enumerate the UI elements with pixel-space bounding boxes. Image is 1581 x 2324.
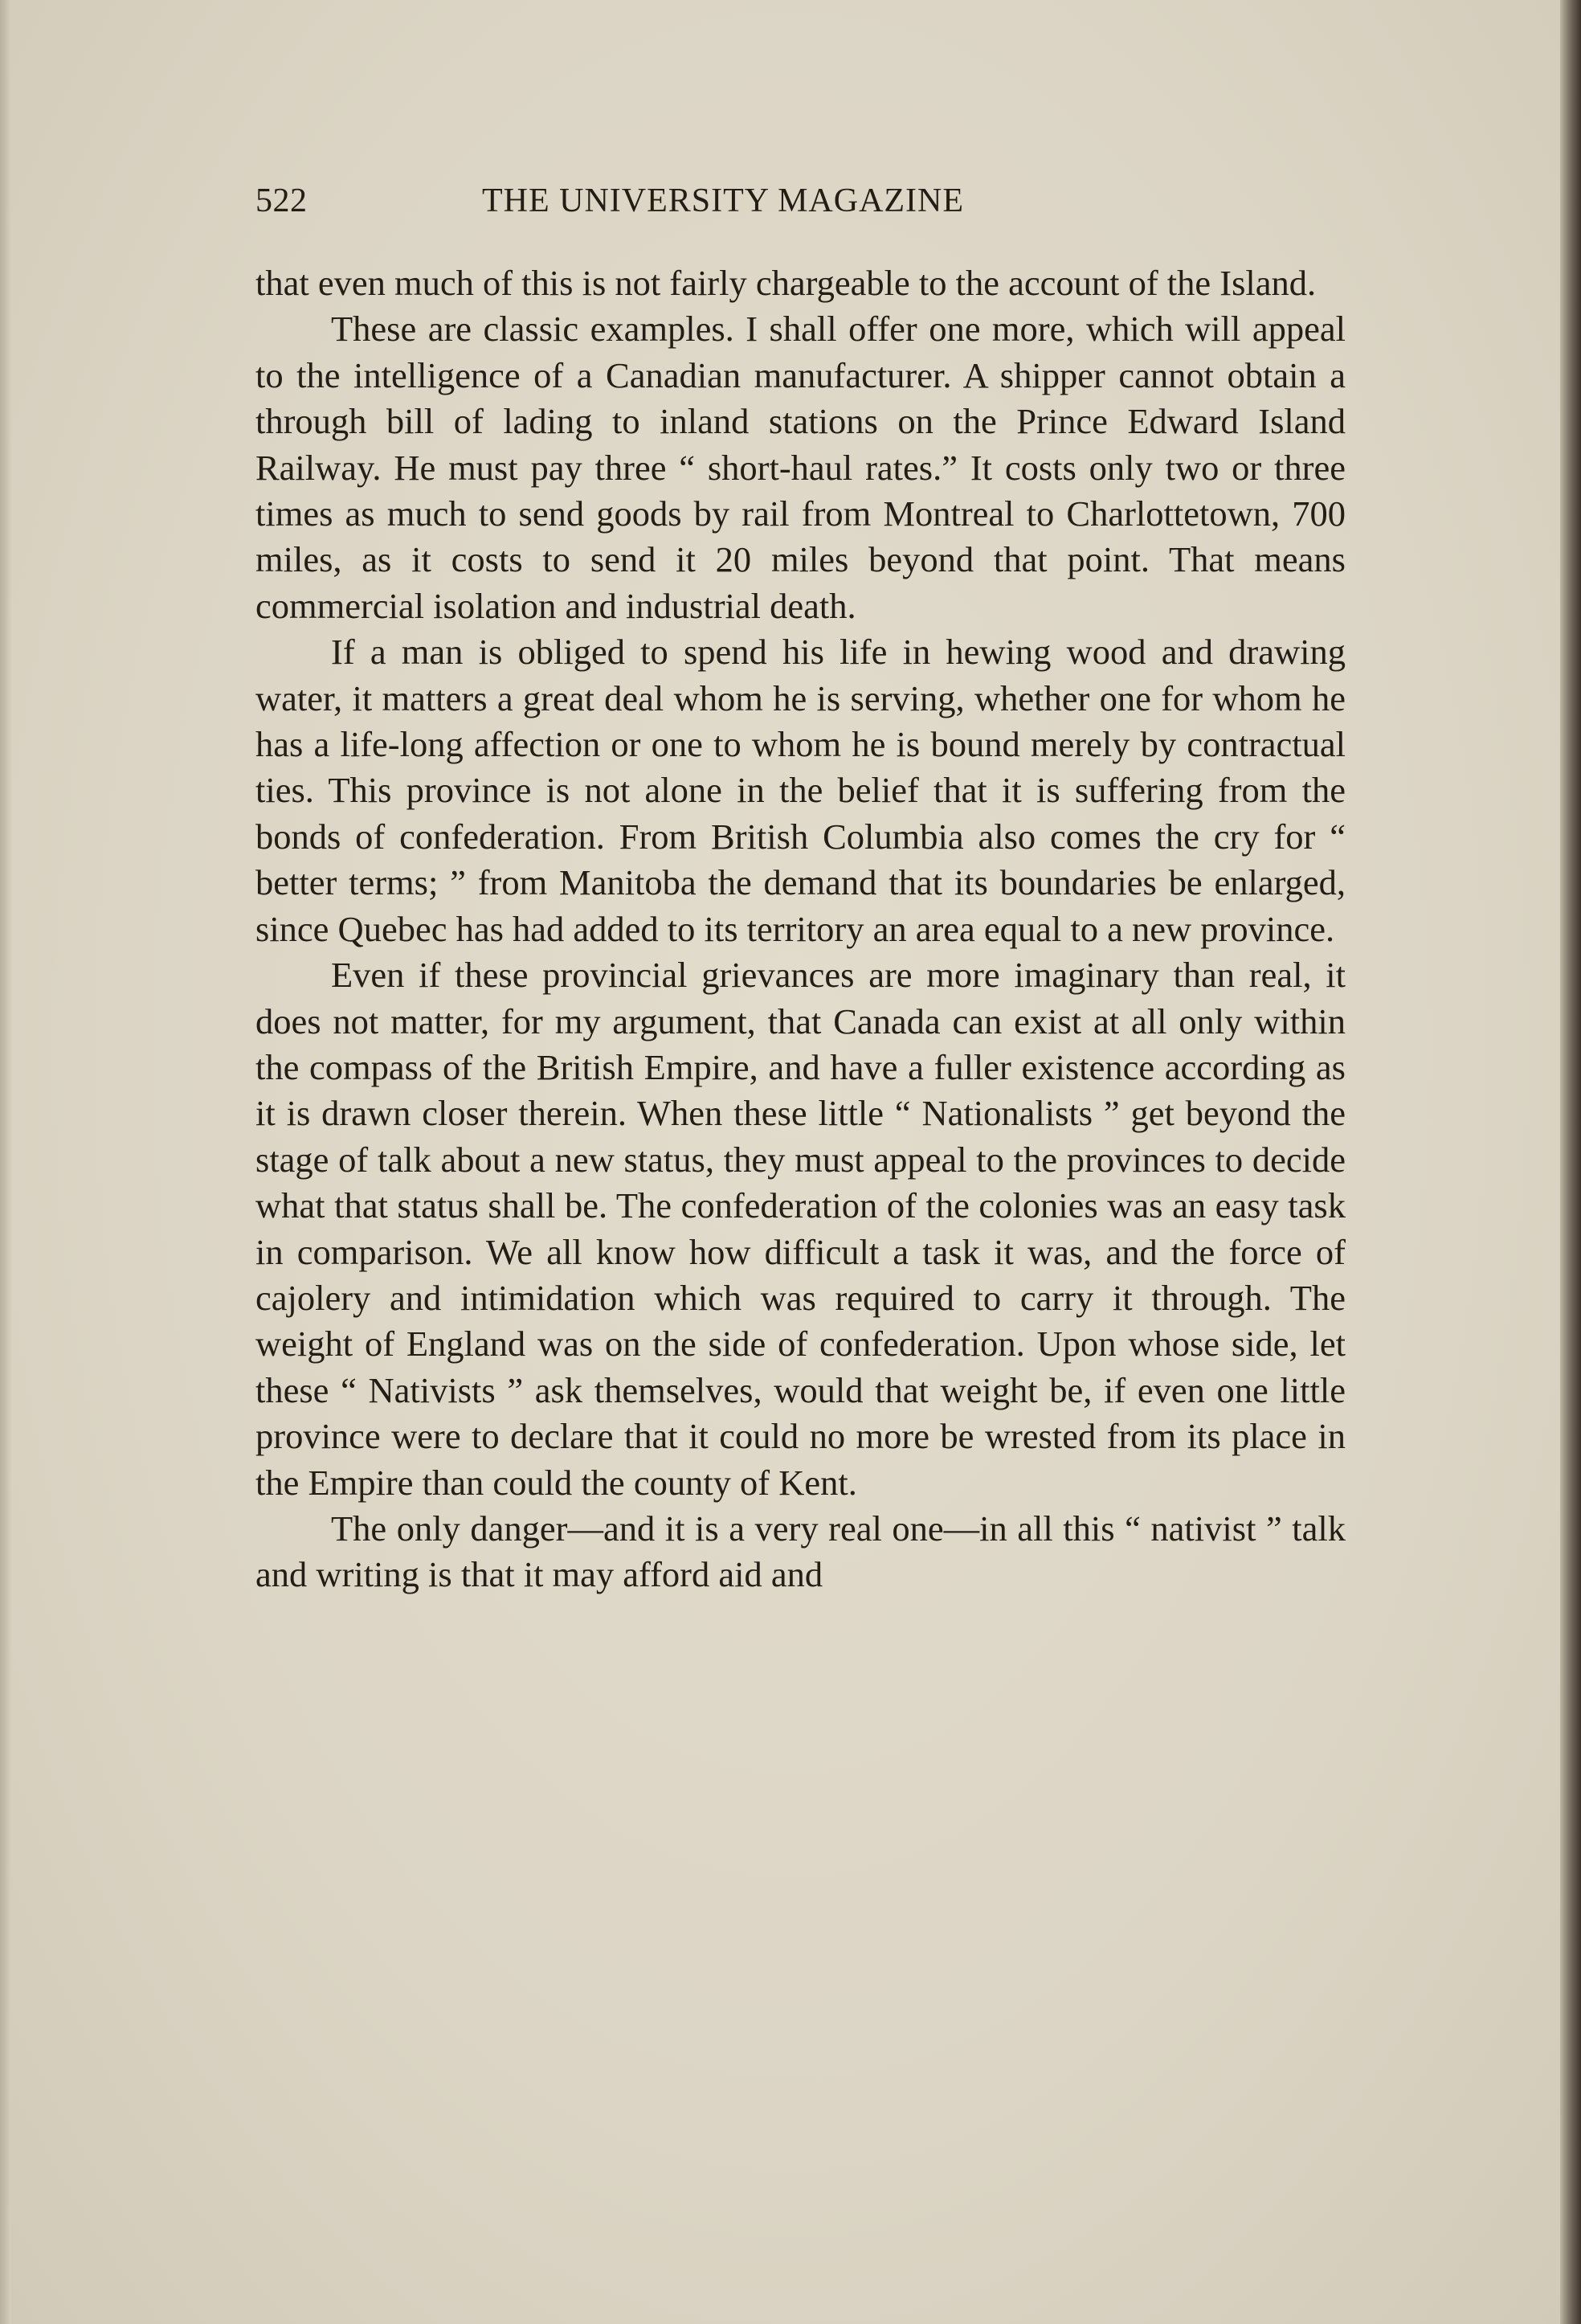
paragraph: If a man is obliged to spend his life in hewing wood and drawing water, it matters a great deal whom he is serving, whether one for whom he has a life-long affection or one to whom he is bound merely by contractual ties. This province is not alone in the belief that it is suffering from the bonds of confederation. From British Columbia also comes the cry for “ better terms; ” from Manitoba the demand that its boundaries be enlarged, since Quebec has had added to its territory an area equal to a new province. (255, 632, 1346, 949)
paragraph: The only danger—and it is a very real one—in all this “ nativist ” talk and writing is that it may afford aid and (255, 1508, 1346, 1595)
paragraph: These are classic examples. I shall offer one more, which will appeal to the intelligence of a Canadian manufacturer. A shipper cannot obtain a through bill of lading to inland stations on the Prince Edward Island Railway. He must pay three “ short-haul rates.” It costs only two or three times as much to send goods by rail from Montreal to Charlottetown, 700 miles, as it costs to send it 20 miles beyond that point. That means commercial isolation and industrial death. (255, 309, 1346, 626)
paragraph-continuation: that even much of this is not fairly chargeable to the account of the Island. (255, 263, 1317, 303)
paragraph: Even if these provincial grievances are more imaginary than real, it does not matter, for my argument, that Canada can exist at all only within the compass of the British Empire, and have a fuller existence according as it is drawn closer therein. When these little “ Nationalists ” get beyond the stage of talk about a new status, they must appeal to the provinces to decide what that status shall be. The confederation of the colonies was an easy task in comparison. We all know how difficult a task it was, and the force of cajolery and intimidation which was required to carry it through. The weight of England was on the side of confederation. Upon whose side, let these “ Nativists ” ask themselves, would that weight be, if even one little province were to declare that it could no more be wrested from its place in the Empire than could the county of Kent. (255, 955, 1346, 1503)
body-text (255, 260, 1346, 1598)
running-header (255, 182, 1348, 230)
page-binding-edge (1560, 0, 1581, 2324)
page-left-edge (0, 0, 11, 2324)
running-title: THE UNIVERSITY MAGAZINE (482, 182, 965, 219)
page-number: 522 (255, 182, 308, 219)
